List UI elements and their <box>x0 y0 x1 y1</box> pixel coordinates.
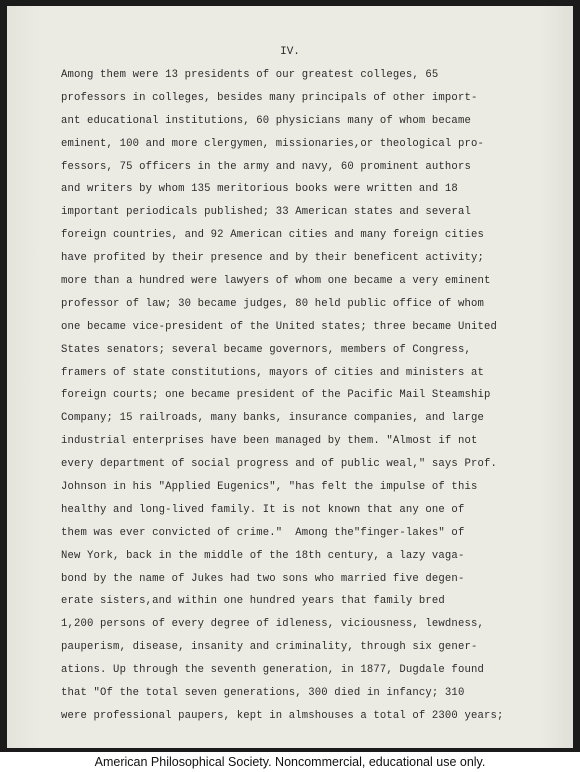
text-line: bond by the name of Jukes had two sons who married five degen- <box>61 572 465 585</box>
text-line: Among them were 13 presidents of our greatest colleges, 65 <box>61 69 439 81</box>
text-line: pauperism, disease, insanity and criminality, through six gener- <box>61 641 478 654</box>
text-line: professors in colleges, besides many principals of other import- <box>61 91 478 104</box>
text-line: and writers by whom 135 meritorious books were written and 18 <box>61 183 458 196</box>
text-line: foreign courts; one became president of the Pacific Mail Steamship <box>61 389 491 402</box>
text-line: healthy and long-lived family. It is not known that any one of <box>61 503 465 516</box>
text-line: States senators; several became governors, members of Congress, <box>61 343 471 356</box>
text-line: have profited by their presence and by their beneficent activity; <box>61 252 484 265</box>
text-line: Johnson in his "Applied Eugenics", "has felt the impulse of this <box>61 481 478 494</box>
text-line: one became vice-president of the United states; three became United <box>61 320 497 333</box>
body-text <box>61 64 561 728</box>
document-page <box>7 6 573 748</box>
text-line: more than a hundred were lawyers of whom one became a very eminent <box>61 275 491 288</box>
text-line: framers of state constitutions, mayors of cities and ministers at <box>61 366 484 379</box>
text-line: ations. Up through the seventh generation, in 1877, Dugdale found <box>61 664 484 677</box>
text-line: professor of law; 30 became judges, 80 held public office of whom <box>61 297 484 310</box>
text-line: eminent, 100 and more clergymen, missionaries,or theological pro- <box>61 137 484 150</box>
text-line: foreign countries, and 92 American cities and many foreign cities <box>61 229 484 242</box>
text-line: them was ever convicted of crime." Among the"finger-lakes" of <box>61 526 465 539</box>
text-line: every department of social progress and of public weal," says Prof. <box>61 458 497 471</box>
text-line: industrial enterprises have been managed by them. "Almost if not <box>61 435 478 448</box>
text-line: fessors, 75 officers in the army and navy, 60 prominent authors <box>61 160 471 173</box>
text-line: erate sisters,and within one hundred years that family bred <box>61 595 445 608</box>
text-line: 1,200 persons of every degree of idleness, viciousness, lewdness, <box>61 618 484 631</box>
text-line: New York, back in the middle of the 18th century, a lazy vaga- <box>61 549 465 562</box>
text-line: that "Of the total seven generations, 300 died in infancy; 310 <box>61 687 465 700</box>
page-number: IV. <box>280 46 300 58</box>
text-line: Company; 15 railroads, many banks, insurance companies, and large <box>61 412 484 425</box>
text-line: were professional paupers, kept in almshouses a total of 2300 years; <box>61 709 504 722</box>
text-line: ant educational institutions, 60 physicians many of whom became <box>61 114 471 127</box>
footer-notice: American Philosophical Society. Noncommercial, educational use only. <box>94 755 486 769</box>
text-line: important periodicals published; 33 American states and several <box>61 206 471 219</box>
